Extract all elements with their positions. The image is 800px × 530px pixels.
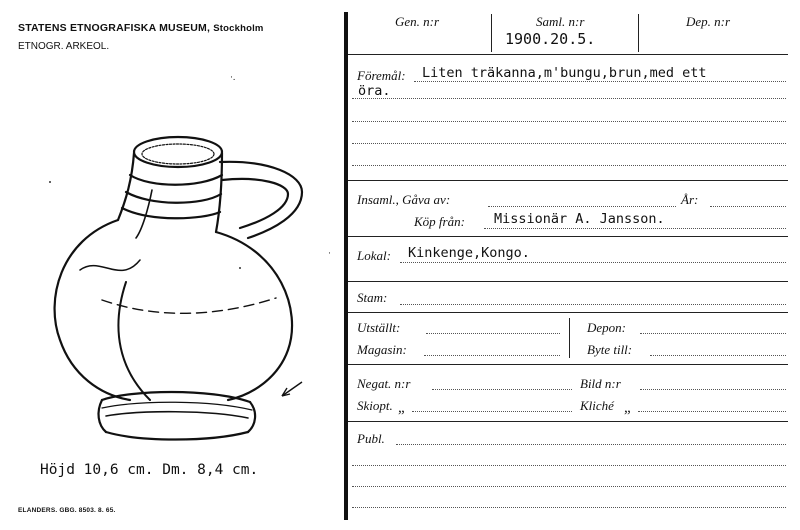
mark: · [328,248,331,258]
pointer-arrow [282,382,302,396]
depon-label: Depon: [587,320,626,335]
saml-nr-value: 1900.20.5. [505,30,596,48]
museum-city: Stockholm [213,23,264,34]
dotted-line [488,206,676,207]
kliche-value: „ [624,400,631,416]
skiopt-label: Skiopt. [357,398,393,413]
dotted-line [414,81,786,82]
mark: ·. [230,72,236,82]
rule [348,281,788,282]
separator [638,14,639,52]
foremal-value-line2: öra. [358,83,391,99]
museum-header [18,22,264,34]
insaml-label: Insaml., Gåva av: [357,192,451,207]
kop-label: Köp från: [414,214,465,229]
dotted-line [638,411,786,412]
rule [348,236,788,237]
rule [348,180,788,181]
dotted-line [432,389,572,390]
utstallt-label: Utställt: [357,320,401,335]
skiopt-value: „ [398,400,405,416]
magasin-label: Magasin: [357,342,407,357]
gen-nr-label: Gen. n:r [395,14,440,29]
rule [348,421,788,422]
dotted-line [400,304,786,305]
byte-till-label: Byte till: [587,342,633,357]
saml-nr-label: Saml. n:r [536,14,585,29]
dotted-line [640,389,786,390]
dotted-line [400,262,786,263]
dotted-line [650,355,786,356]
separator [491,14,492,52]
rule [348,364,788,365]
publ-label: Publ. [357,431,385,446]
museum-name: STATENS ETNOGRAFISKA MUSEUM, [18,22,211,34]
jug-drawing [40,120,310,460]
dotted-line [424,355,560,356]
printer-footer: ELANDERS. GBG. 8503. 8. 65. [18,507,116,514]
dotted-line [412,411,572,412]
jug-mouth [134,137,222,167]
dotted-line [352,465,786,466]
dotted-line [396,444,786,445]
dotted-line [710,206,786,207]
ar-label: År: [681,192,699,207]
dotted-line [426,333,560,334]
dotted-line [352,98,786,99]
bild-label: Bild n:r [580,376,621,391]
dotted-line [352,143,786,144]
dimensions-caption: Höjd 10,6 cm. Dm. 8,4 cm. [40,462,259,478]
department-label: ETNOGR. ARKEOL. [18,41,110,52]
lokal-value: Kinkenge,Kongo. [408,245,530,261]
negat-label: Negat. n:r [357,376,411,391]
lokal-label: Lokal: [357,248,391,263]
dotted-line [484,228,786,229]
dotted-line [352,486,786,487]
separator [569,318,570,358]
foremal-value-line1: Liten träkanna,m'bungu,brun,med ett [422,65,707,81]
rule [348,312,788,313]
dotted-line [352,507,786,508]
kop-value: Missionär A. Jansson. [494,211,665,227]
dotted-line [352,121,786,122]
rule [348,54,788,55]
card-divider [344,12,348,520]
dep-nr-label: Dep. n:r [686,14,731,29]
dotted-line [352,165,786,166]
kliche-label: Kliché [580,398,614,413]
stam-label: Stam: [357,290,388,305]
foremal-label: Föremål: [357,68,406,83]
dotted-line [640,333,786,334]
